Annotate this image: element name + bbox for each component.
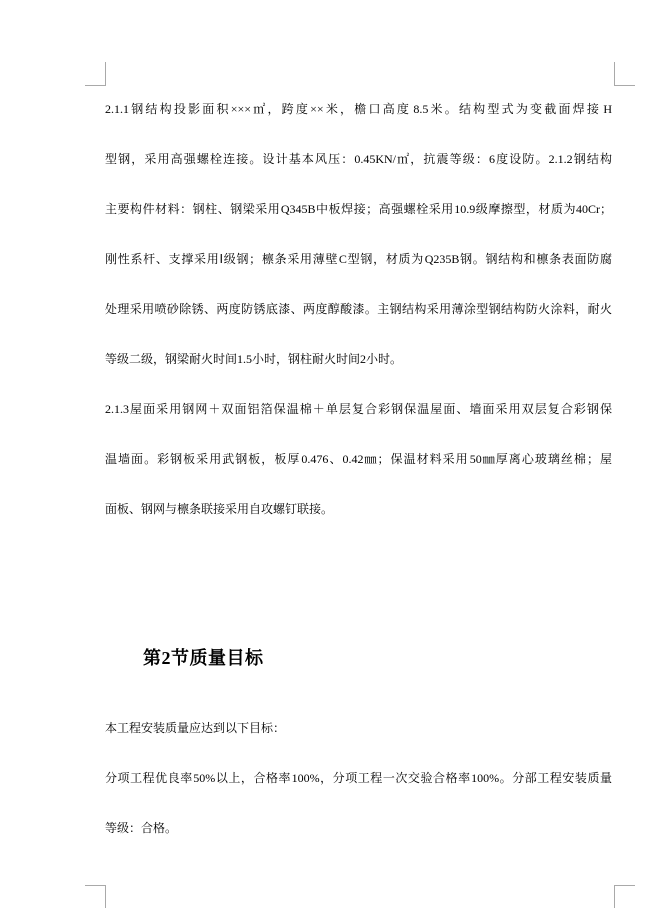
text-line: 等级二级，钢梁耐火时间 1.5 小时，钢柱耐火时间 2 小时。 <box>105 352 403 366</box>
paragraph-2-1-3 <box>105 384 612 534</box>
text-line: 型钢，采用高强螺栓连接。设计基本风压：0.45KN/㎡，抗震等级：6 度设防。2.1.2 钢结构 <box>105 152 612 166</box>
text-line: 处理采用喷砂除锈、两度防锈底漆、两度醇酸漆。主钢结构采用薄涂型钢结构防火涂料，耐火 <box>105 302 612 316</box>
text-line: 本工程安装质量应达到以下目标： <box>105 721 286 735</box>
paragraph-quality-intro <box>105 703 612 753</box>
text-line: 刚性系杆、支撑采用Ⅰ级钢；檩条采用薄壁 C 型钢，材质为 Q235B 钢。钢结构和檩条表面防腐 <box>105 252 612 266</box>
text-line: 等级：合格。 <box>105 821 178 835</box>
text-boundary-mark-top-left <box>85 62 106 86</box>
text-boundary-mark-top-right <box>614 62 635 86</box>
text-boundary-mark-bottom-right <box>614 885 635 908</box>
text-line: 2.1.3 屋面采用钢网＋双面铝箔保温棉＋单层复合彩钢保温屋面、墙面采用双层复合彩钢保 <box>105 402 612 416</box>
text-line: 温墙面。彩钢板采用武钢板，板厚 0.476、0.42 ㎜；保温材料采用 50 ㎜厚离心玻璃丝棉；屋 <box>105 452 612 466</box>
text-line: 2.1.1 钢结构投影面积×××㎡，跨度××米，檐口高度 8.5 米。结构型式为变截面焊接 H <box>105 102 612 116</box>
text-line: 面板、钢网与檩条联接采用自攻螺钉联接。 <box>105 502 334 516</box>
text-line: 主要构件材料：钢柱、钢梁采用 Q345B 中板焊接；高强螺栓采用 10.9 级摩擦型，材质为40Cr； <box>105 202 612 216</box>
paragraph-quality-targets <box>105 753 612 853</box>
section-heading: 第2节质量目标 <box>143 648 264 668</box>
text-line: 分项工程优良率 50%以上，合格率 100%，分项工程一次交验合格率 100%。分部工程安装质量 <box>105 771 612 785</box>
paragraph-2-1-1 <box>105 84 612 384</box>
document-text-area[interactable] <box>105 0 612 921</box>
text-boundary-mark-bottom-left <box>85 885 106 908</box>
